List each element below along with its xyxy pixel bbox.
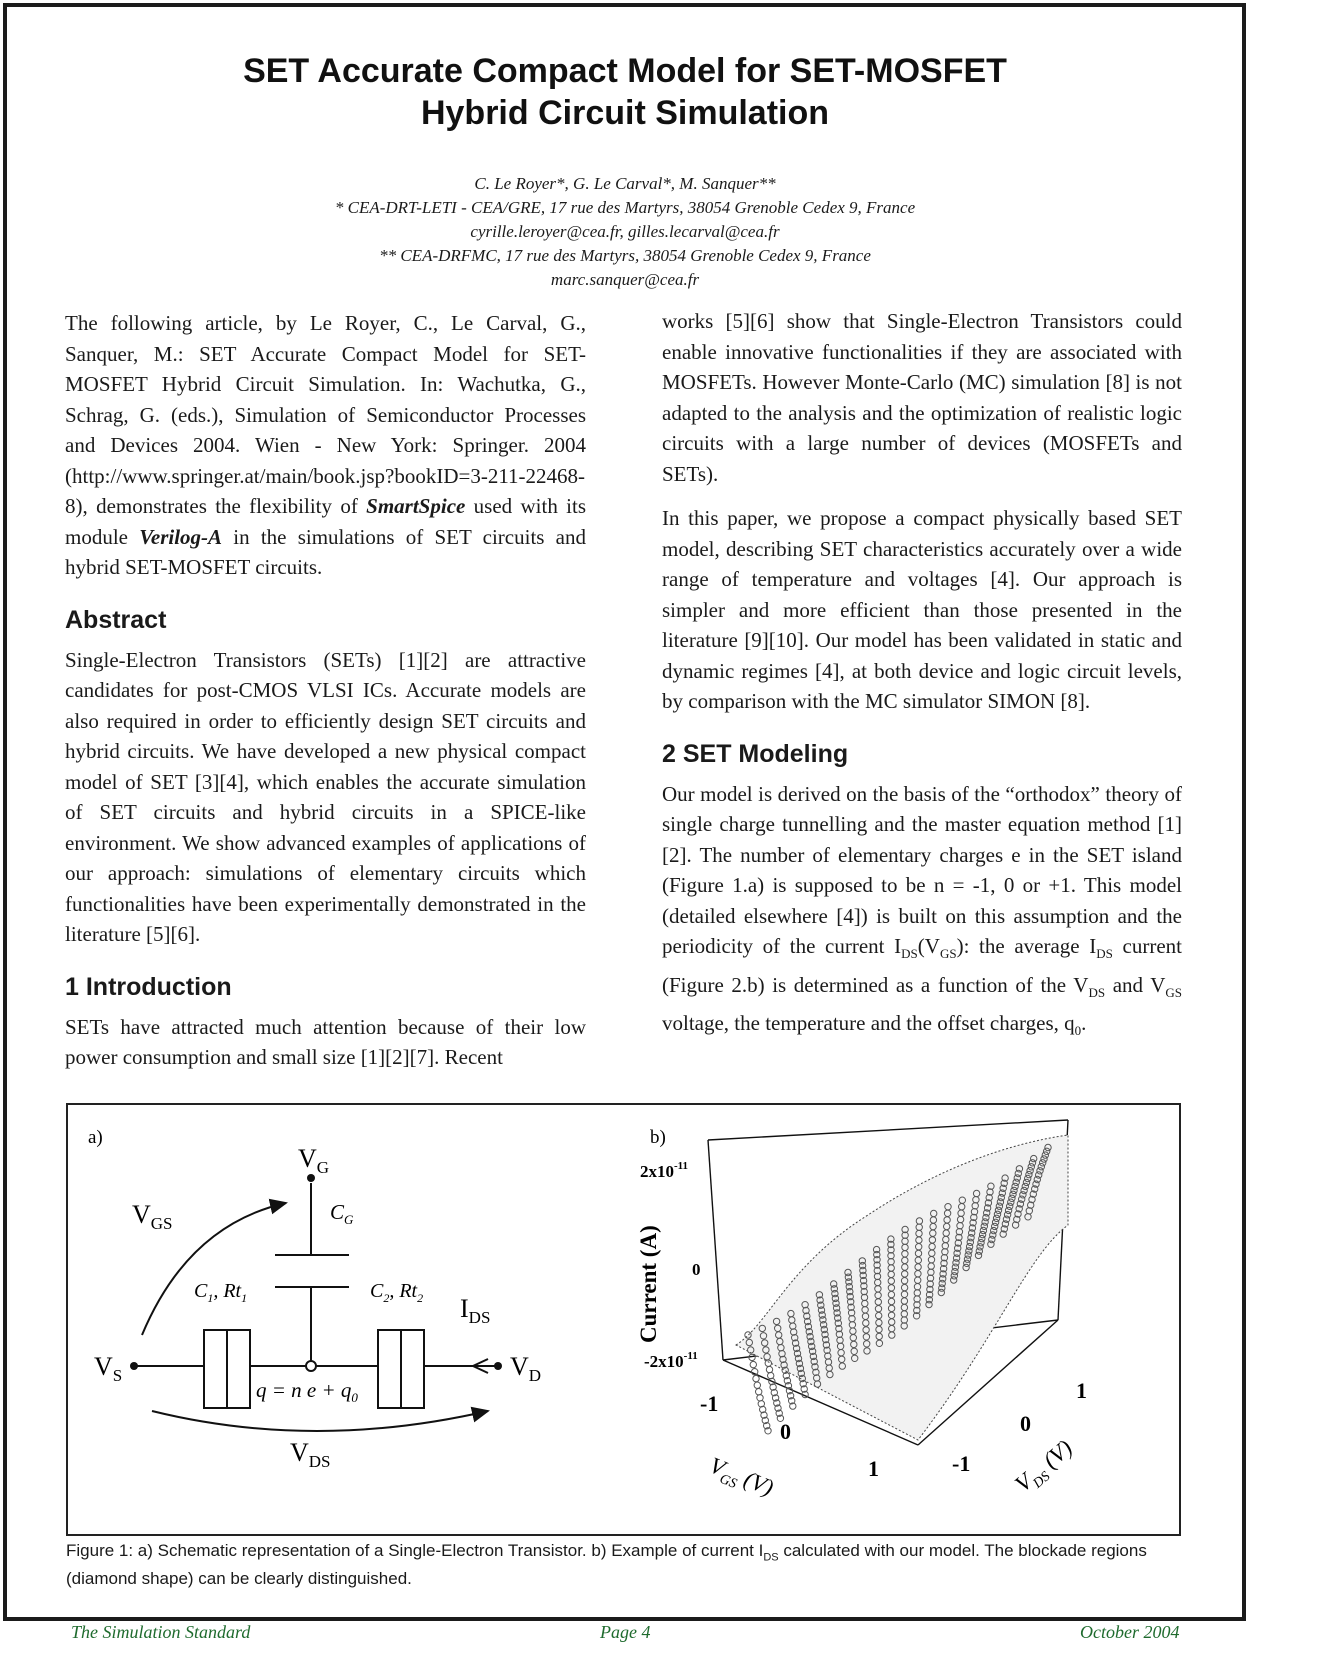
- vgs-label: $V_{GS}$: [132, 1200, 173, 1233]
- vds-tick-1: 1: [1076, 1378, 1087, 1403]
- vs-label: $V_S$: [94, 1352, 123, 1385]
- footer-publication: The Simulation Standard: [71, 1622, 251, 1642]
- approach-paragraph: In this paper, we propose a compact physically based SET model, describing SET characteristics accurately over a wide range of temperature and voltages [4]. Our approach is simpler and more efficient than those presented in the literature [9][10]. Our model has been validated in static and dynamic regimes [4], at both device and logic circuit levels, by comparison with the MC simulator SIMON [8].: [662, 506, 1182, 713]
- vgs-tick-m1: -1: [700, 1391, 719, 1416]
- surface-point: [757, 1395, 763, 1401]
- footer-date: October 2004: [1080, 1622, 1180, 1642]
- affiliation-1: * CEA-DRT-LETI - CEA/GRE, 17 rue des Martyrs, 38054 Grenoble Cedex 9, France: [334, 198, 916, 217]
- vds-tick-0: 0: [1020, 1411, 1031, 1436]
- affiliation-2: ** CEA-DRFMC, 17 rue des Martyrs, 38054 Grenoble Cedex 9, France: [379, 246, 871, 265]
- footer-page-number: Page 4: [600, 1622, 651, 1642]
- figure-caption: Figure 1: a) Schematic representation of a Single-Electron Transistor. b) Example of current $I_{DS}$ calculated with our model. The blockade regions (diamond shape) can be clearly distinguished.: [66, 1541, 1147, 1589]
- panel-b-label: b): [650, 1127, 666, 1148]
- cg-label: $C_G$: [330, 1200, 354, 1227]
- charge-equation: q = n $e + q_0$: [256, 1378, 358, 1405]
- introduction-heading: 1 Introduction: [65, 972, 232, 1001]
- ytick-bottom: $-2x10^{-11}$: [644, 1350, 698, 1371]
- drain-node: [494, 1362, 502, 1370]
- title-line-1: SET Accurate Compact Model for SET-MOSFET: [243, 52, 1007, 90]
- panel-a-label: a): [88, 1127, 103, 1148]
- vds-axis-title: $V_{DS}$ (V): [1010, 1435, 1078, 1497]
- introduction-text: SETs have attracted much attention because of their low power consumption and small size [1][2][7]. Recent: [65, 1014, 586, 1069]
- intro-paragraph: The following article, by Le Royer, C., Le Carval, G., Sanquer, M.: SET Accurate Compact Model for SET-MOSFET Hybrid Circuit Simulation. In: Wachutka, G., Schrag, G. (eds.), Simulation of Semiconductor Processes and Devices 2004. Wien - New York: Springer. 2004 (http://www.springer.at/main/book.jsp?bookID=3-211-22468-8), demonstrates the flexibility of SmartSpice used with its module Verilog-A in the simulations of SET circuits and hybrid SET-MOSFET circuits.: [65, 311, 586, 579]
- source-node: [130, 1362, 138, 1370]
- surface-point: [766, 1366, 772, 1372]
- y-axis-title: Current (A): [636, 1225, 661, 1343]
- vg-label: $V_G$: [298, 1144, 330, 1177]
- vgs-tick-1: 1: [868, 1456, 879, 1481]
- gate-node: [307, 1174, 315, 1182]
- left-column: [65, 308, 586, 1073]
- abstract-heading: Abstract: [65, 605, 167, 634]
- ytick-mid: 0: [692, 1260, 701, 1279]
- surface-point: [756, 1389, 762, 1395]
- surface-point: [750, 1361, 756, 1367]
- vgs-axis-title: $V_{GS}$ (V): [706, 1452, 777, 1501]
- surface-point: [754, 1382, 760, 1388]
- vds-label: $V_{DS}$: [290, 1438, 331, 1471]
- veriloga-name: Verilog-A: [139, 524, 223, 549]
- smartspice-name: SmartSpice: [366, 494, 466, 518]
- author-block: [0, 172, 1250, 292]
- author-names: C. Le Royer*, G. Le Carval*, M. Sanquer**: [474, 174, 776, 193]
- surface-point: [768, 1372, 774, 1378]
- title-line-2: Hybrid Circuit Simulation: [420, 94, 830, 132]
- set-modeling-heading: 2 SET Modeling: [662, 739, 849, 768]
- abstract-text: Single-Electron Transistors (SETs) [1][2] are attractive candidates for post-CMOS VLSI ICs. Accurate models are also required in order to efficiently design SET circuits and hybrid circuits. We have developed a new physical compact model of SET [3][4], which enables the accurate simulation of SET circuits and hybrid circuits in a SPICE-like environment. We show advanced examples of applications of our approach: simulations of elementary circuits which functionalities have been experimentally demonstrated in the literature [5][6].: [65, 647, 586, 946]
- surface-point: [753, 1375, 759, 1381]
- email-1[interactable]: cyrille.leroyer@cea.fr, gilles.lecarval@cea.fr: [470, 222, 780, 241]
- c1-label: $C_1$, $Rt_1$: [194, 1280, 248, 1305]
- ytick-top: $2x10^{-11}$: [640, 1160, 689, 1181]
- island-node: [306, 1361, 316, 1371]
- article-title: [0, 50, 1250, 134]
- vd-label: $V_D$: [510, 1352, 542, 1385]
- ids-label: $I_{DS}$: [460, 1294, 491, 1327]
- c2-label: $C_2$, $Rt_2$: [370, 1280, 424, 1305]
- figure-1: [66, 1103, 1181, 1536]
- right-column: [662, 306, 1182, 1047]
- vgs-tick-0: 0: [780, 1419, 791, 1444]
- model-paragraph: Our model is derived on the basis of the “orthodox” theory of single charge tunnelling and the master equation method [1][2]. The number of elementary charges e in the SET island (Figure 1.a) is supposed to be n = -1, 0 or +1. This model (detailed elsewhere [4]) is built on this assumption and the periodicity of the current $I_{DS}(V_{GS})$: the average $I_{DS}$ current (Figure 2.b) is determined as a function of the $V_{DS}$ and $V_{GS}$ voltage, the temperature and the offset charges, $q_0$.: [662, 781, 1183, 1039]
- surface-plot: [708, 1120, 1068, 1445]
- vds-tick-m1: -1: [952, 1451, 971, 1476]
- email-2[interactable]: marc.sanquer@cea.fr: [550, 270, 700, 289]
- figure-svg: [68, 1105, 1179, 1534]
- works-paragraph: works [5][6] show that Single-Electron Transistors could enable innovative functionalities if they are associated with MOSFETs. However Monte-Carlo (MC) simulation [8] is not adapted to the analysis and the optimization of realistic logic circuits with a large number of devices (MOSFETs and SETs).: [662, 309, 1182, 486]
